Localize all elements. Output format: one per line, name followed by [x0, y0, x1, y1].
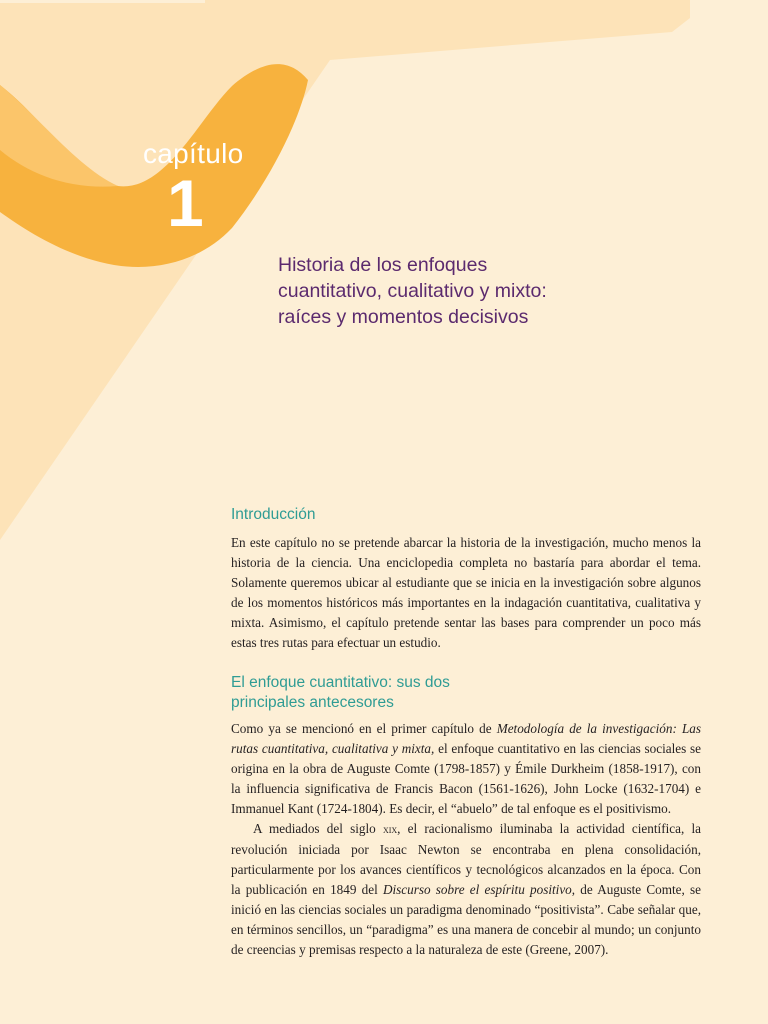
chapter-title-line: cuantitativo, cualitativo y mixto: [278, 280, 547, 302]
section-paragraph-1 [231, 719, 701, 819]
section-heading-line: principales antecesores [231, 694, 394, 711]
book-title: Metodología de la investigación: Las rutas cuantitativa, cualitativa y mixta, [231, 721, 702, 756]
chapter-label: capítulo [143, 138, 244, 169]
text-run: , de Auguste Comte, se inició en las ciencias sociales un paradigma denominado “positivista”. Cabe señalar que, en términos sencillos, un “paradigma” es una manera de concebir al mundo; un conjunto de creencias y premisas respecto a la naturaleza de este (Greene, 2007). [231, 882, 701, 957]
top-strip [0, 0, 205, 3]
section-paragraph-2 [231, 819, 701, 960]
text-run: el enfoque cuantitativo en las ciencias sociales se origina en la obra de Auguste Comte (1798-1857) y Émile Durkheim (1858-1917), con la influencia significativa de Francis Bacon (1561-1626), John Locke (1632-1704) e Immanuel Kant (1724-1804). Es decir, el “abuelo” de tal enfoque es el positivismo. [231, 741, 701, 816]
section-heading [231, 673, 450, 713]
chapter-title-line: raíces y momentos decisivos [278, 306, 529, 328]
text-run: , el racionalismo iluminaba la actividad científica, la revolución iniciada por Isaac Newton se encontraba en plena consolidación, particularmente por los avances científicos y tecnológicos alcanzados en la época. Con la publicación en 1849 del [231, 821, 701, 897]
intro-text: En este capítulo no se pretende abarcar la historia de la investigación, mucho menos la historia de la ciencia. Una enciclopedia completa no bastaría para abordar el tema. Solamente queremos ubicar al estudiante que se inicia en la investigación sobre algunos de los momentos históricos más importantes en la indagación cuantitativa, cualitativa y mixta. Asimismo, el capítulo pretende sentar las bases para comprender un poco más estas tres rutas para efectuar un estudio. [231, 535, 701, 650]
intro-heading: Introducción [231, 506, 316, 523]
work-title: Discurso sobre el espíritu positivo [382, 882, 572, 897]
century-numeral: xix [382, 824, 398, 836]
text-run: Como ya se mencionó en el primer capítulo de [231, 721, 497, 736]
chapter-title-line: Historia de los enfoques [278, 254, 488, 276]
section-heading-line: El enfoque cuantitativo: sus dos [231, 674, 450, 691]
intro-paragraph [231, 533, 701, 653]
chapter-number: 1 [167, 166, 204, 240]
text-run: A mediados del siglo [253, 821, 383, 836]
section-body [231, 719, 701, 960]
chapter-title [278, 252, 718, 330]
